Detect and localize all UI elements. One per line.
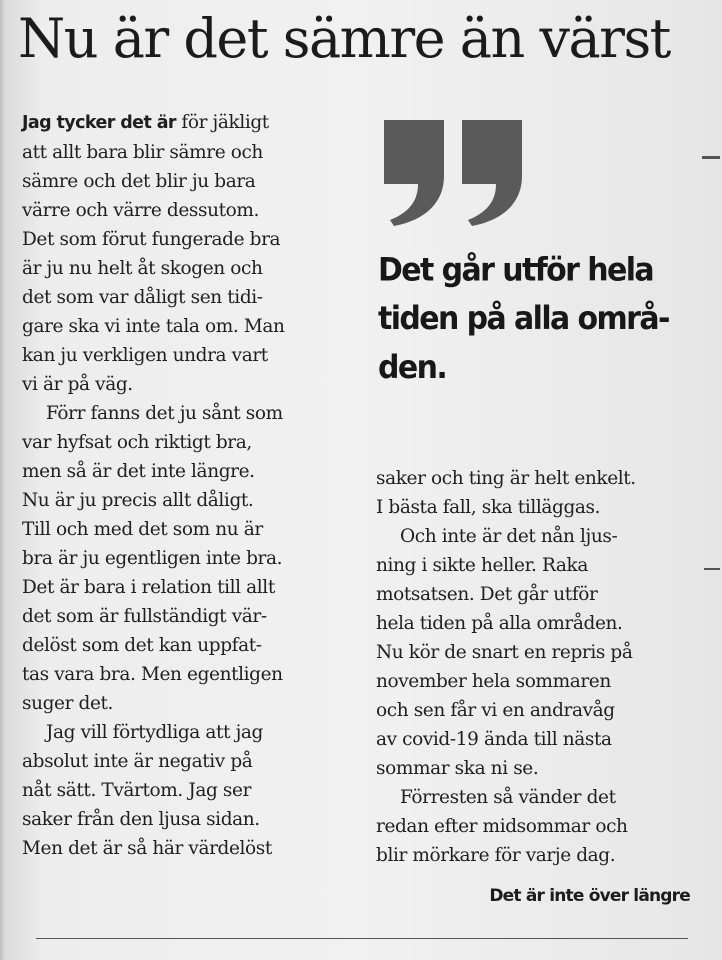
text-line: gare ska vi inte tala om. Man	[22, 316, 285, 337]
text-line: sommar ska ni se.	[376, 758, 539, 779]
ink-fleck	[704, 568, 720, 570]
text-line: Och inte är det nån ljus-	[400, 526, 618, 547]
text-line: saker från den ljusa sidan.	[22, 809, 260, 830]
article-column-right	[376, 464, 701, 870]
text-line: är ju nu helt åt skogen och	[22, 258, 263, 279]
article-headline: Nu är det sämre än värst	[18, 7, 670, 70]
text-line: Förr fanns det ju sånt som	[46, 403, 283, 424]
text-line: vi är på väg.	[22, 374, 133, 395]
text-line: hela tiden på alla områden.	[376, 613, 623, 634]
text-line: Det som förut fungerade bra	[22, 229, 281, 250]
text-line: sämre och det blir ju bara	[22, 171, 256, 192]
text-line: det som var dåligt sen tidi-	[22, 287, 263, 308]
text-line: av covid-19 ända till nästa	[376, 729, 612, 750]
text-line: Nu är ju precis allt dåligt.	[22, 490, 254, 511]
text-line: men så är det inte längre.	[22, 461, 255, 482]
text-line: Till och med det som nu är	[22, 519, 263, 540]
text-line: det som är fullständigt vär-	[22, 606, 267, 627]
paragraph-5	[376, 522, 701, 783]
text-line: motsatsen. Det går utför	[376, 584, 598, 605]
text-line: november hela sommaren	[376, 671, 611, 692]
text-line: Nu kör de snart en repris på	[376, 642, 633, 663]
text-line: värre och värre dessutom.	[22, 200, 259, 221]
pull-quote-line: Det går utför hela	[378, 251, 654, 290]
text-line: Det är bara i relation till allt	[22, 577, 275, 598]
text-line: för jäkligt	[175, 112, 269, 133]
text-line: blir mörkare för varje dag.	[376, 845, 616, 866]
text-line: Jag vill förtydliga att jag	[46, 722, 263, 743]
text-line: kan ju verkligen undra vart	[22, 345, 268, 366]
paragraph-4	[376, 464, 701, 522]
article-column-left	[22, 108, 347, 863]
bottom-rule	[36, 938, 688, 939]
text-line: absolut inte är negativ på	[22, 751, 253, 772]
ink-fleck	[702, 156, 720, 159]
text-line: Men det är så här värdelöst	[22, 838, 272, 859]
pull-quote-line: den.	[378, 348, 447, 387]
text-line: var hyfsat och riktigt bra,	[22, 432, 252, 453]
paragraph-1	[22, 108, 347, 399]
text-line: I bästa fall, ska tilläggas.	[376, 497, 601, 518]
lead-in-text: Jag tycker det är	[22, 113, 176, 133]
text-line: tas vara bra. Men egentligen	[22, 664, 283, 685]
text-line: saker och ting är helt enkelt.	[376, 468, 636, 489]
text-line: ning i sikte heller. Raka	[376, 555, 588, 576]
text-line: och sen får vi en andravåg	[376, 700, 615, 721]
text-line: redan efter midsommar och	[376, 816, 628, 837]
pull-quote-line: tiden på alla områ-	[378, 300, 669, 338]
text-line: nåt sätt. Tvärtom. Jag ser	[22, 780, 252, 801]
author-signature: Det är inte över längre	[489, 886, 690, 906]
text-line: Förresten så vänder det	[400, 787, 616, 808]
paragraph-2	[22, 399, 347, 718]
text-line: att allt bara blir sämre och	[22, 142, 263, 163]
paragraph-6	[376, 783, 701, 870]
paragraph-3	[22, 718, 347, 863]
pull-quote	[378, 246, 703, 392]
text-line: bra är ju egentligen inte bra.	[22, 548, 283, 569]
text-line: suger det.	[22, 693, 114, 714]
closing-quote-mark-icon	[380, 116, 526, 228]
text-line: delöst som det kan uppfat-	[22, 635, 262, 656]
page-fold-shadow	[0, 0, 6, 960]
